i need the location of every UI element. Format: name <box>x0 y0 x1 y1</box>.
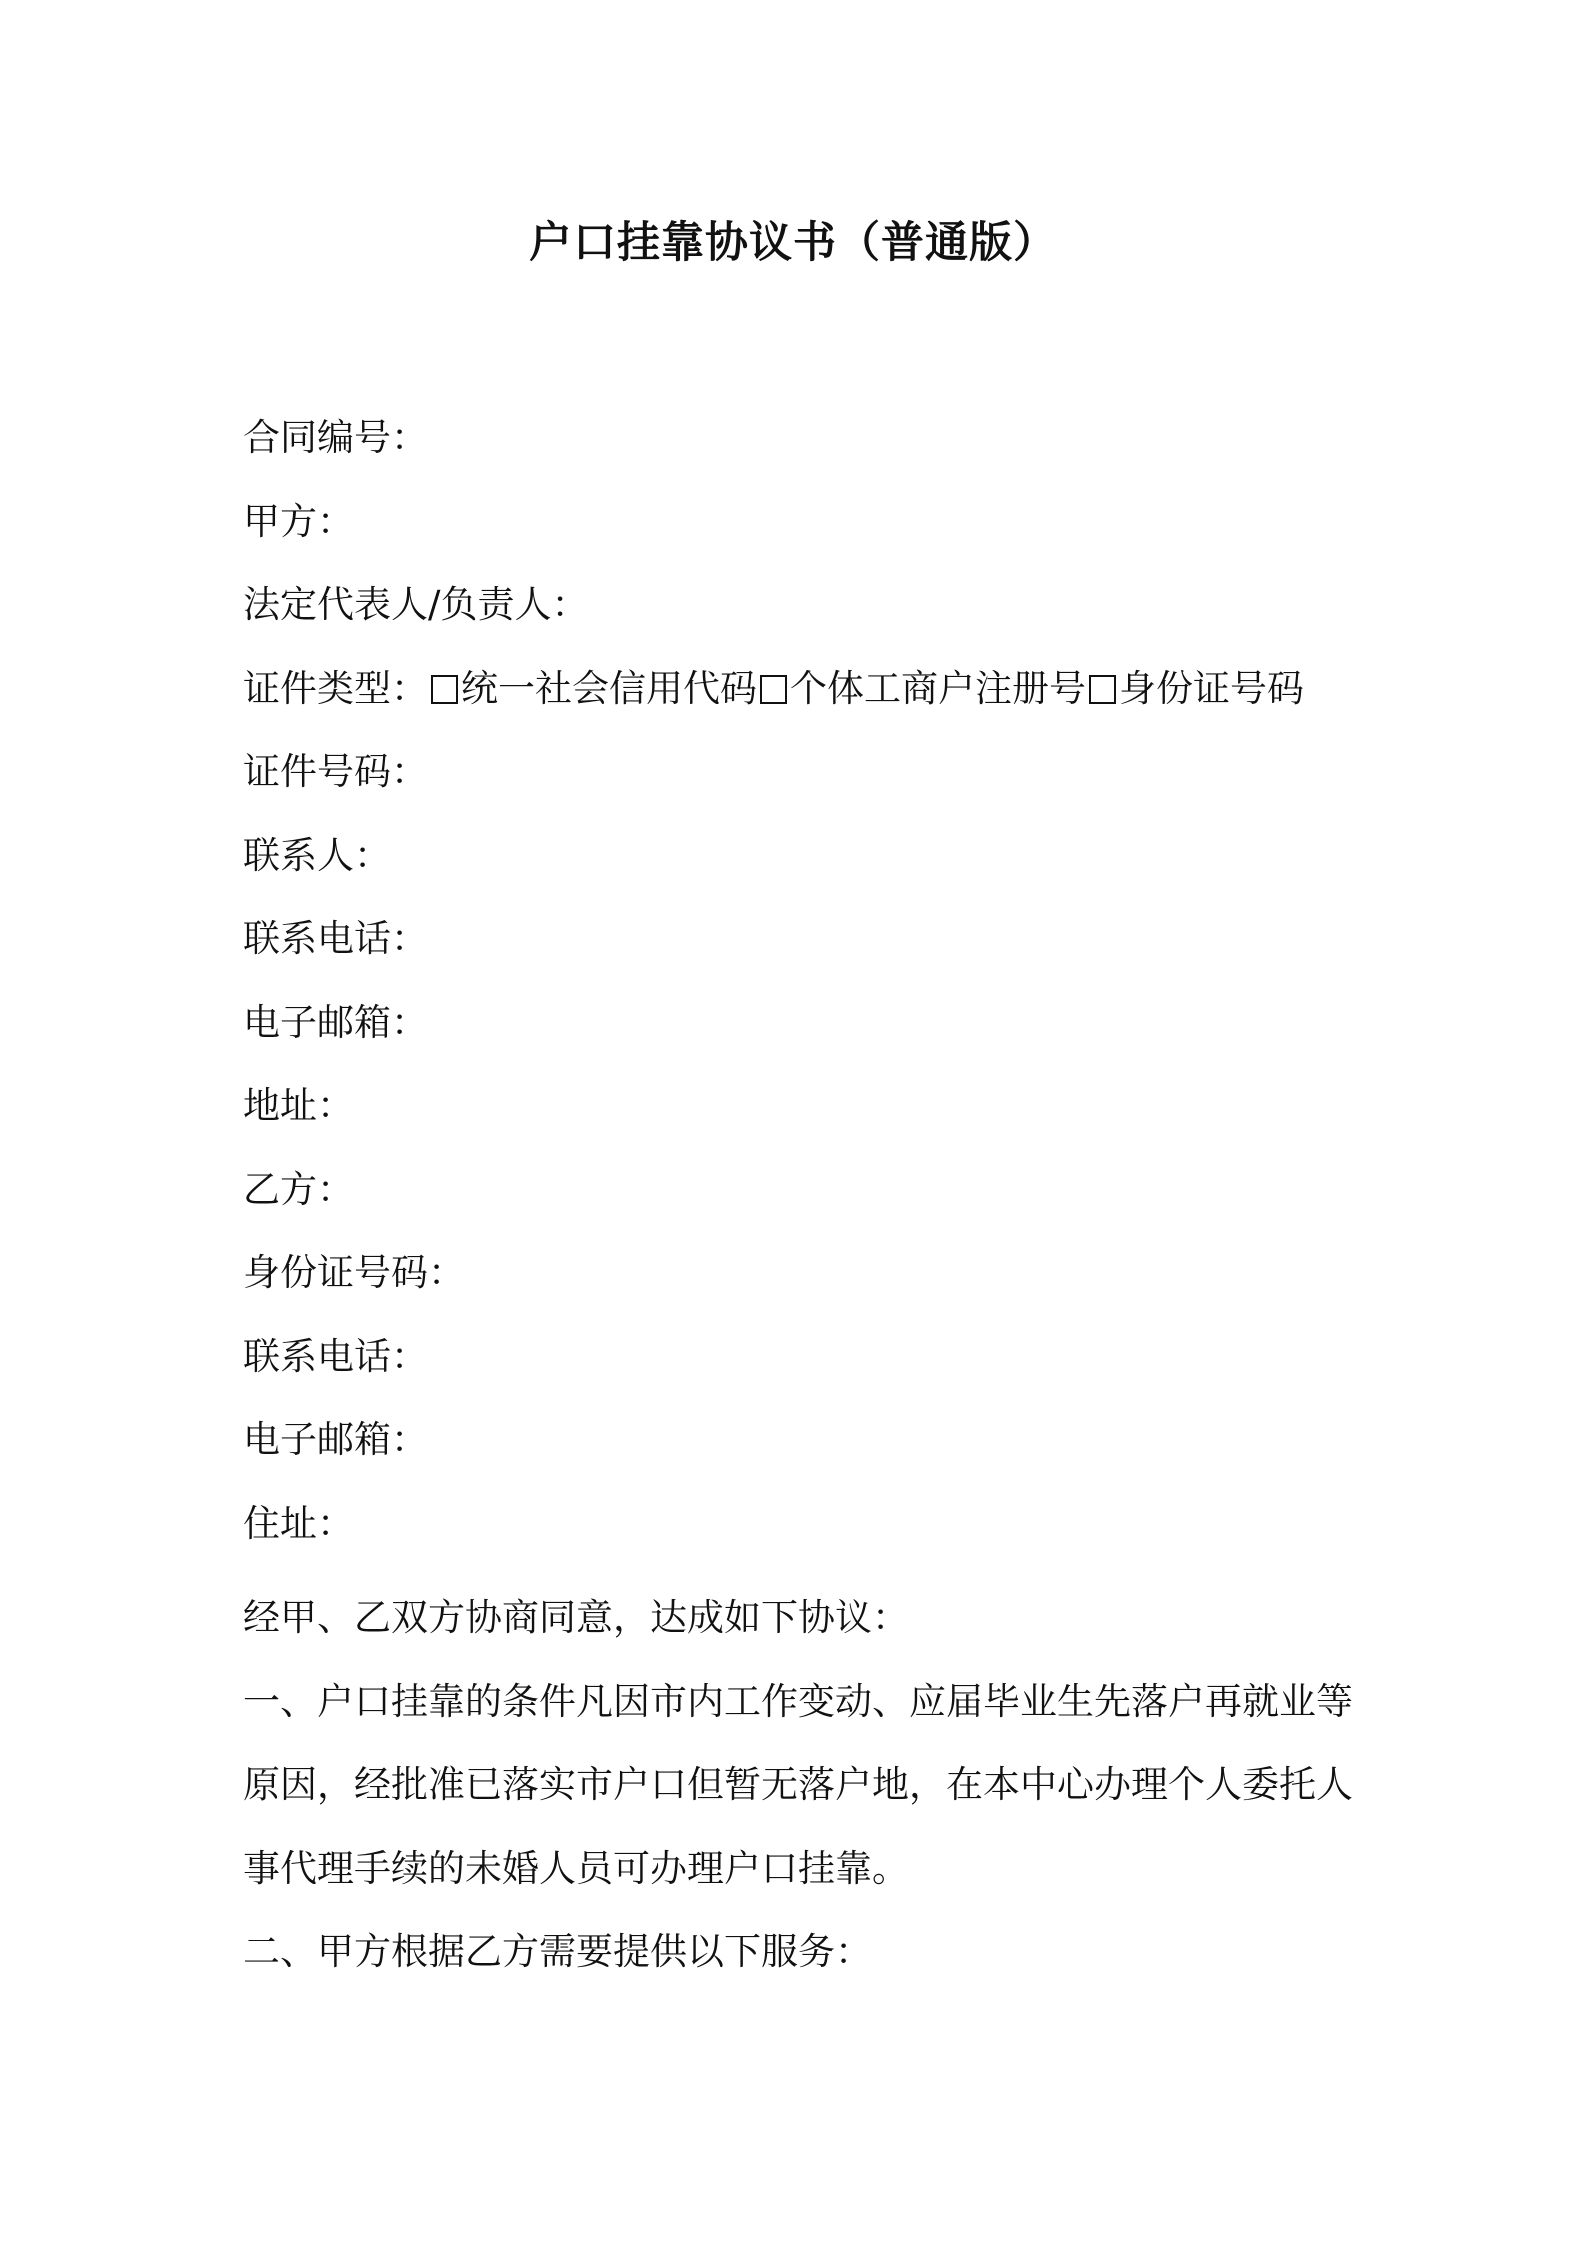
party-a-label: 甲方： <box>243 499 354 543</box>
legal-representative-label: 法定代表人/负责人： <box>243 583 589 626</box>
party-a-phone-label: 联系电话： <box>243 917 428 960</box>
id-type-label: 证件类型： <box>243 666 428 710</box>
clause-1-line-2: 原因，经批准已落实市户口但暂无落户地，在本中心办理个人委托人 <box>243 1763 1353 1806</box>
option-business-registration: 个体工商户注册号 <box>790 666 1086 710</box>
party-a-address-label: 地址： <box>243 1084 354 1127</box>
id-number-label: 证件号码： <box>243 750 428 793</box>
party-a-email-label: 电子邮箱： <box>243 1000 428 1044</box>
party-b-label: 乙方： <box>243 1167 354 1211</box>
checkbox-credit-code[interactable] <box>431 675 458 704</box>
agreement-body <box>243 1576 1363 1994</box>
clause-1-line-3: 事代理手续的未婚人员可办理户口挂靠。 <box>243 1846 909 1890</box>
id-type-line <box>243 659 1363 743</box>
party-b-phone-label: 联系电话： <box>243 1334 428 1378</box>
option-credit-code: 统一社会信用代码 <box>461 666 757 710</box>
party-info-section <box>243 408 1363 1577</box>
contact-person-label: 联系人： <box>243 833 391 877</box>
agreement-intro: 经甲、乙双方协商同意，达成如下协议： <box>243 1596 909 1639</box>
checkbox-id-card[interactable] <box>1089 675 1116 704</box>
clause-2: 二、甲方根据乙方需要提供以下服务： <box>243 1930 872 1973</box>
document-title: 户口挂靠协议书（普通版） <box>529 218 1057 268</box>
party-b-id-card-label: 身份证号码： <box>243 1251 465 1294</box>
party-b-residence-label: 住址： <box>243 1501 354 1545</box>
contract-number-label: 合同编号： <box>243 416 428 459</box>
option-id-card: 身份证号码 <box>1119 666 1304 710</box>
party-b-email-label: 电子邮箱： <box>243 1418 428 1461</box>
clause-1-line-1: 一、户口挂靠的条件凡因市内工作变动、应届毕业生先落户再就业等 <box>243 1679 1353 1723</box>
checkbox-business-registration[interactable] <box>760 675 787 704</box>
